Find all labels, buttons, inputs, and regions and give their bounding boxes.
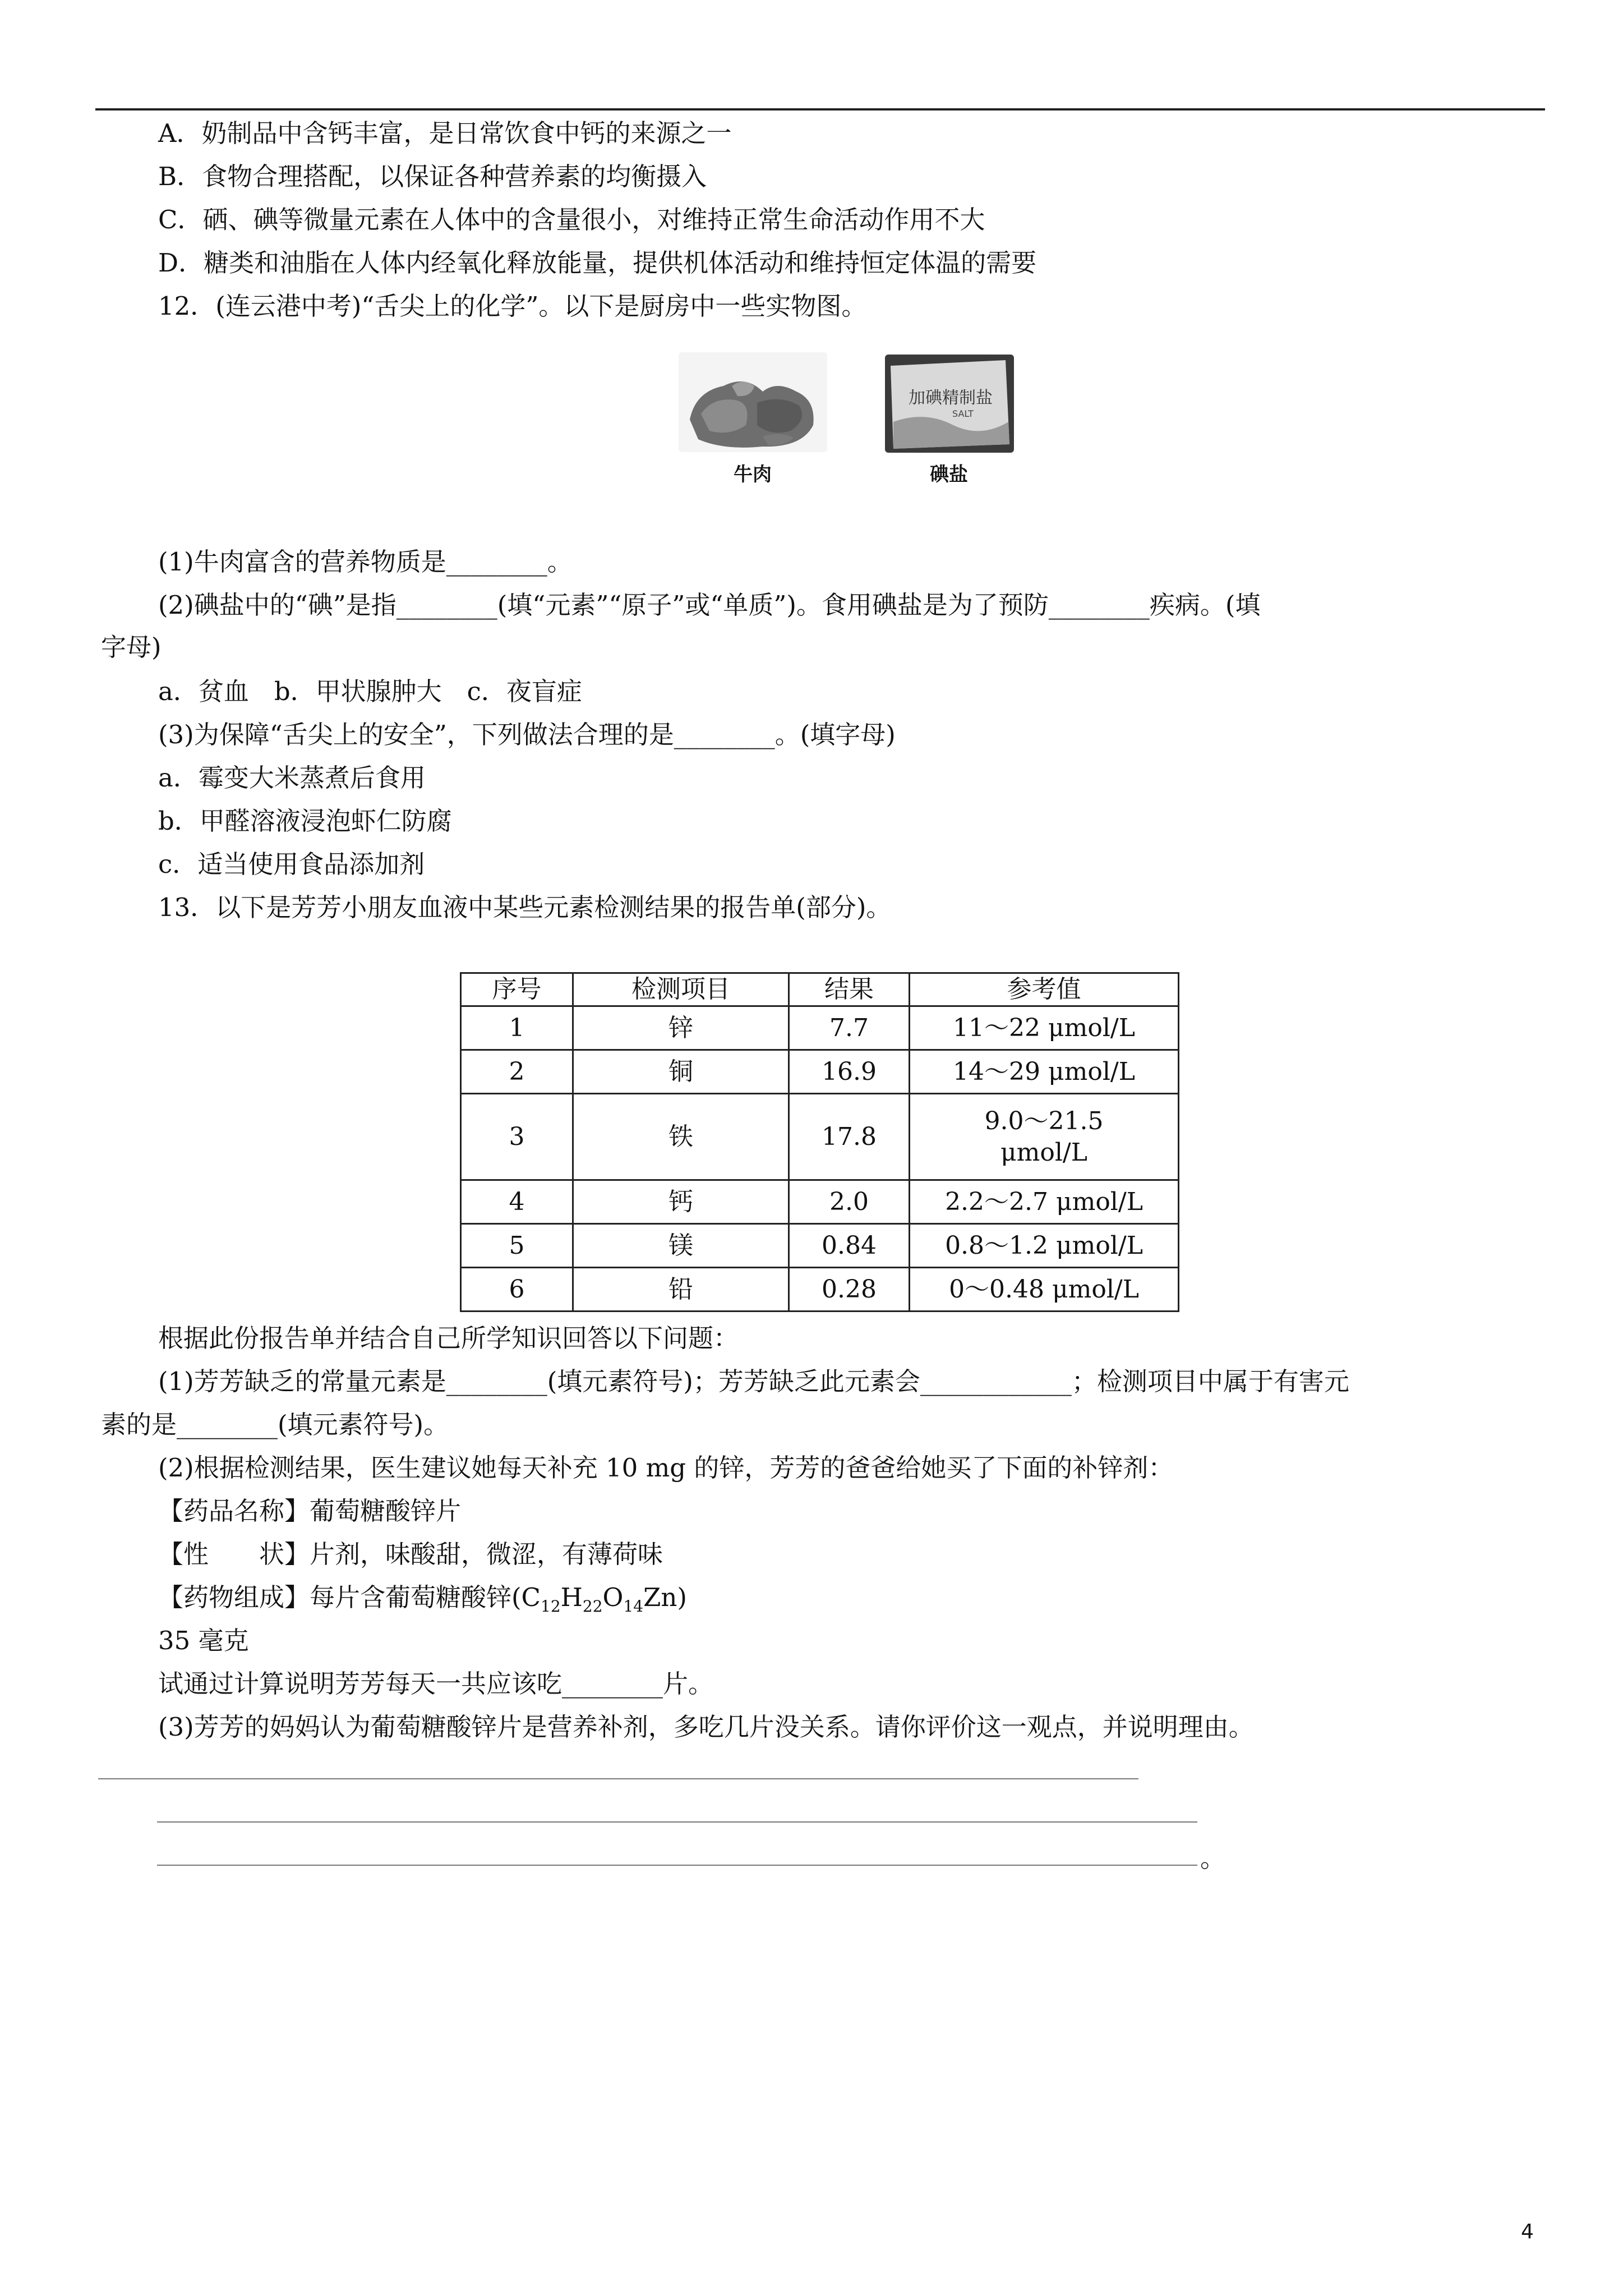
option-c: C．硒、碘等微量元素在人体中的含量很小，对维持正常生命活动作用不大: [158, 205, 985, 234]
cell-reference: [910, 1094, 1179, 1180]
table-row: [461, 1050, 1179, 1094]
table-row: [461, 1180, 1179, 1224]
drug-dose: 35 毫克: [158, 1626, 249, 1655]
beef-image: [679, 352, 827, 452]
salt-bag-small-label: SALT: [952, 408, 974, 419]
formula-o: O: [602, 1582, 624, 1612]
table-row: [461, 1094, 1179, 1180]
cell-reference: 0.8～1.2 μmol/L: [910, 1224, 1179, 1268]
formula-h-subscript: 22: [582, 1597, 603, 1616]
cell-no: 2: [461, 1050, 573, 1094]
q12-part2-line1: (2)碘盐中的“碘”是指________(填“元素”“原子”或“单质”)。食用碘盐是为了预防________疾病。(填: [158, 590, 1261, 620]
cell-item: 镁: [573, 1224, 789, 1268]
cell-item: 铜: [573, 1050, 789, 1094]
cell-reference: 0～0.48 μmol/L: [910, 1268, 1179, 1312]
cell-no: 6: [461, 1268, 573, 1312]
header-reference: 参考值: [910, 973, 1179, 1006]
q12-part2-line2: 字母): [101, 632, 162, 662]
q13-part2-line1: (2)根据检测结果，医生建议她每天补充 10 mg 的锌，芳芳的爸爸给她买了下面的补锌剂：: [158, 1453, 1174, 1483]
q12-part3-c: c．适当使用食品添加剂: [158, 849, 425, 879]
header-item: 检测项目: [573, 973, 789, 1006]
page-number: 4: [1521, 2220, 1534, 2243]
cell-reference-line1: 9.0～21.5: [984, 1106, 1104, 1135]
formula-c-subscript: 12: [541, 1597, 561, 1616]
q13-part1-line2: 素的是________(填元素符号)。: [101, 1410, 449, 1439]
salt-bag-label: 加碘精制盐: [909, 388, 993, 408]
q12-part3: (3)为保障“舌尖上的安全”，下列做法合理的是________。(填字母): [158, 720, 896, 749]
option-d: D．糖类和油脂在人体内经氧化释放能量，提供机体活动和维持恒定体温的需要: [158, 248, 1037, 278]
formula-h: H: [560, 1582, 583, 1612]
table-row: [461, 1006, 1179, 1050]
header-no: 序号: [461, 973, 573, 1006]
cell-no: 4: [461, 1180, 573, 1224]
cell-item: 钙: [573, 1180, 789, 1224]
cell-no: 5: [461, 1224, 573, 1268]
answer-end-mark: 。: [1200, 1843, 1226, 1873]
cell-item: 锌: [573, 1006, 789, 1050]
cell-no: 3: [461, 1094, 573, 1180]
q12-stem: 12．(连云港中考)“舌尖上的化学”。以下是厨房中一些实物图。: [158, 291, 867, 321]
header-rule: [95, 108, 1545, 111]
drug-properties: 【性 状】片剂，味酸甜，微涩，有薄荷味: [158, 1539, 663, 1569]
blood-test-table: [460, 972, 1179, 1312]
cell-no: 1: [461, 1006, 573, 1050]
answer-line-2: [157, 1821, 1197, 1823]
q12-part1: (1)牛肉富含的营养物质是________。: [158, 547, 573, 577]
q12-part3-a: a．霉变大米蒸煮后食用: [158, 763, 426, 793]
q13-calculation: 试通过计算说明芳芳每天一共应该吃________片。: [158, 1669, 714, 1699]
drug-composition-prefix: 【药物组成】每片含葡萄糖酸锌(C: [158, 1582, 541, 1612]
option-a: A．奶制品中含钙丰富，是日常饮食中钙的来源之一: [158, 118, 732, 148]
q13-part3: (3)芳芳的妈妈认为葡萄糖酸锌片是营养补剂，多吃几片没关系。请你评价这一观点，并说明理由。: [158, 1712, 1254, 1742]
table-row: [461, 1268, 1179, 1312]
cell-item: 铅: [573, 1268, 789, 1312]
table-row: [461, 1224, 1179, 1268]
cell-result: 16.9: [789, 1050, 910, 1094]
salt-caption: 碘盐: [930, 463, 968, 486]
cell-reference: 2.2～2.7 μmol/L: [910, 1180, 1179, 1224]
option-b: B．食物合理搭配，以保证各种营养素的均衡摄入: [158, 162, 707, 191]
q12-part2-options: a．贫血 b．甲状腺肿大 c．夜盲症: [158, 677, 582, 706]
table-header-row: [461, 973, 1179, 1006]
q13-stem: 13．以下是芳芳小朋友血液中某些元素检测结果的报告单(部分)。: [158, 892, 892, 922]
cell-result: 7.7: [789, 1006, 910, 1050]
cell-reference: 14～29 μmol/L: [910, 1050, 1179, 1094]
q13-part1-line1: (1)芳芳缺乏的常量元素是________(填元素符号)；芳芳缺乏此元素会____________；检测项目中属于有害元: [158, 1366, 1349, 1396]
formula-o-subscript: 14: [623, 1597, 644, 1616]
iodized-salt-image: [885, 355, 1014, 453]
cell-reference-line2: μmol/L: [1000, 1138, 1087, 1167]
cell-reference: 11～22 μmol/L: [910, 1006, 1179, 1050]
answer-line-3: [157, 1865, 1197, 1866]
beef-caption: 牛肉: [734, 463, 772, 486]
cell-result: 0.84: [789, 1224, 910, 1268]
formula-rest: Zn): [643, 1582, 687, 1612]
header-result: 结果: [789, 973, 910, 1006]
drug-name: 【药品名称】葡萄糖酸锌片: [158, 1496, 462, 1526]
cell-result: 0.28: [789, 1268, 910, 1312]
drug-composition: [158, 1581, 687, 1623]
q12-part3-b: b．甲醛溶液浸泡虾仁防腐: [158, 806, 452, 836]
answer-line-1: [98, 1778, 1138, 1779]
cell-item: 铁: [573, 1094, 789, 1180]
cell-result: 2.0: [789, 1180, 910, 1224]
cell-result: 17.8: [789, 1094, 910, 1180]
q13-intro: 根据此份报告单并结合自己所学知识回答以下问题：: [158, 1323, 739, 1353]
